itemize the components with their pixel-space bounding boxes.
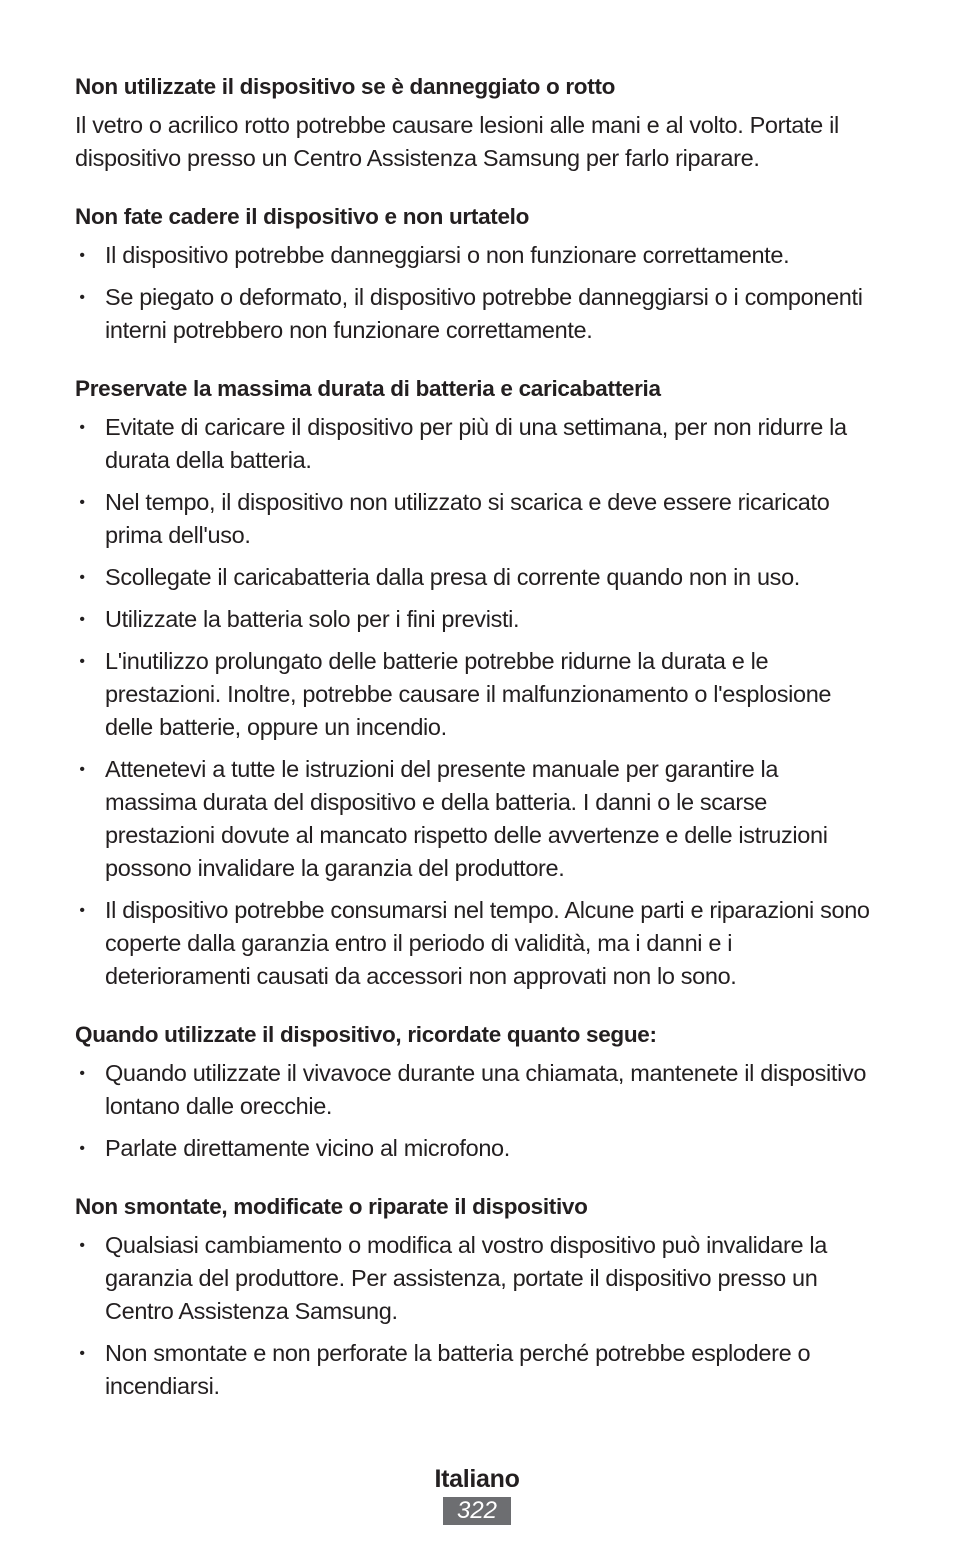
footer-language: Italiano bbox=[434, 1465, 520, 1493]
page-footer bbox=[0, 1462, 954, 1525]
bullet-list bbox=[75, 1229, 875, 1403]
bullet-list bbox=[75, 1057, 875, 1165]
bullet-list bbox=[75, 239, 875, 347]
bullet-icon: • bbox=[79, 494, 85, 511]
list-item: • Qualsiasi cambiamento o modifica al vostro dispositivo può invalidare la garanzia del produttore. Per assistenza, portate il dispositivo presso un Centro Assistenza Samsung. bbox=[75, 1229, 875, 1328]
section-heading: Quando utilizzate il dispositivo, ricordate quanto segue: bbox=[75, 1022, 657, 1047]
list-item: • Utilizzate la batteria solo per i fini previsti. bbox=[75, 603, 875, 636]
bullet-icon: • bbox=[79, 1345, 85, 1362]
section-heading: Non utilizzate il dispositivo se è danneggiato o rotto bbox=[75, 74, 616, 99]
bullet-icon: • bbox=[79, 569, 85, 586]
bullet-list bbox=[75, 411, 875, 993]
section-paragraph: Il vetro o acrilico rotto potrebbe causare lesioni alle mani e al volto. Portate il dispositivo presso un Centro Assistenza Samsung per farlo riparare. bbox=[75, 112, 839, 171]
document-body bbox=[75, 70, 875, 1428]
bullet-icon: • bbox=[79, 1140, 85, 1157]
section-heading: Non fate cadere il dispositivo e non urtatelo bbox=[75, 204, 530, 229]
list-item: • Il dispositivo potrebbe danneggiarsi o non funzionare correttamente. bbox=[75, 239, 875, 272]
section-no-disassembly bbox=[75, 1190, 875, 1403]
bullet-icon: • bbox=[79, 611, 85, 628]
list-item: • Nel tempo, il dispositivo non utilizzato si scarica e deve essere ricaricato prima dell'uso. bbox=[75, 486, 875, 552]
bullet-icon: • bbox=[79, 1065, 85, 1082]
list-item: • Quando utilizzate il vivavoce durante una chiamata, mantenete il dispositivo lontano dalle orecchie. bbox=[75, 1057, 875, 1123]
bullet-icon: • bbox=[79, 289, 85, 306]
bullet-icon: • bbox=[79, 247, 85, 264]
section-battery-life bbox=[75, 372, 875, 993]
list-item: • Non smontate e non perforate la batteria perché potrebbe esplodere o incendiarsi. bbox=[75, 1337, 875, 1403]
section-damaged-device bbox=[75, 70, 875, 175]
section-drop-impact bbox=[75, 200, 875, 347]
bullet-icon: • bbox=[79, 761, 85, 778]
bullet-icon: • bbox=[79, 653, 85, 670]
bullet-icon: • bbox=[79, 902, 85, 919]
page-number: 322 bbox=[443, 1497, 511, 1525]
list-item: • Scollegate il caricabatteria dalla presa di corrente quando non in uso. bbox=[75, 561, 875, 594]
list-item: • Evitate di caricare il dispositivo per più di una settimana, per non ridurre la durata della batteria. bbox=[75, 411, 875, 477]
list-item: • Il dispositivo potrebbe consumarsi nel tempo. Alcune parti e riparazioni sono coperte dalla garanzia entro il periodo di validità, ma i danni e i deterioramenti causati da accessori non approvati non lo sono. bbox=[75, 894, 875, 993]
section-heading: Preservate la massima durata di batteria e caricabatteria bbox=[75, 376, 661, 401]
list-item: • Se piegato o deformato, il dispositivo potrebbe danneggiarsi o i componenti interni potrebbero non funzionare correttamente. bbox=[75, 281, 875, 347]
bullet-icon: • bbox=[79, 419, 85, 436]
list-item: • L'inutilizzo prolungato delle batterie potrebbe ridurne la durata e le prestazioni. Inoltre, potrebbe causare il malfunzionamento o l'esplosione delle batterie, oppure un incendio. bbox=[75, 645, 875, 744]
section-heading: Non smontate, modificate o riparate il dispositivo bbox=[75, 1194, 588, 1219]
section-usage-reminders bbox=[75, 1018, 875, 1165]
bullet-icon: • bbox=[79, 1237, 85, 1254]
list-item: • Attenetevi a tutte le istruzioni del presente manuale per garantire la massima durata del dispositivo e della batteria. I danni o le scarse prestazioni dovute al mancato rispetto delle avvertenze e delle istruzioni possono invalidare la garanzia del produttore. bbox=[75, 753, 875, 885]
list-item: • Parlate direttamente vicino al microfono. bbox=[75, 1132, 875, 1165]
